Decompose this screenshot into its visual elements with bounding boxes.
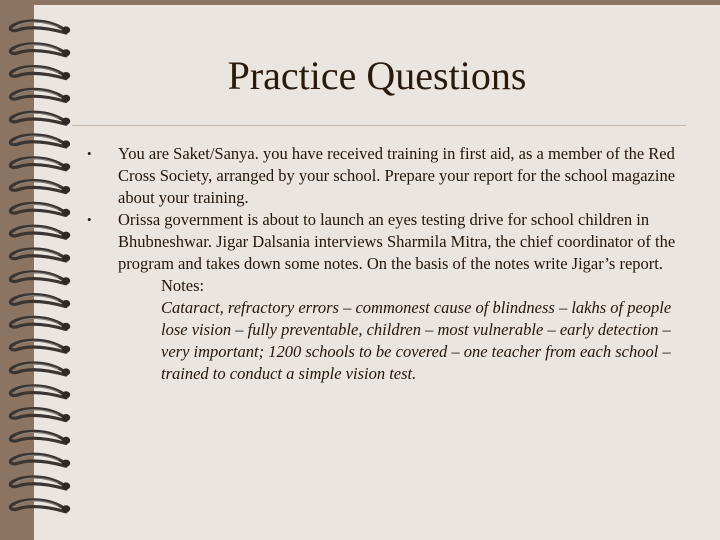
binding-ring bbox=[10, 203, 70, 216]
bullet-marker: • bbox=[87, 146, 92, 161]
binding-ring bbox=[10, 112, 70, 125]
binding-ring bbox=[10, 477, 70, 490]
binding-ring bbox=[10, 295, 70, 308]
binding-ring bbox=[10, 272, 70, 285]
bullet-item-first-aid bbox=[84, 143, 684, 209]
notes-block bbox=[84, 275, 684, 385]
bullet-text: Orissa government is about to launch an eyes testing drive for school children in Bhubneshwar. Jigar Dalsania interviews Sharmila Mitra, the chief coordinator of the program and takes down some notes. On the basis of the notes write Jigar’s report. bbox=[118, 210, 676, 273]
bullet-text: You are Saket/Sanya. you have received training in first aid, as a member of the Red Cross Society, arranged by your school. Prepare your report for the school magazine about your training. bbox=[118, 144, 676, 207]
slide-content bbox=[84, 143, 684, 385]
binding-ring bbox=[10, 340, 70, 353]
binding-ring bbox=[10, 363, 70, 376]
title-divider bbox=[72, 125, 686, 126]
bullet-item-eye-testing bbox=[84, 209, 684, 275]
bullet-marker: • bbox=[87, 212, 92, 227]
binding-ring bbox=[10, 454, 70, 467]
binding-ring bbox=[10, 500, 70, 513]
binding-ring bbox=[10, 181, 70, 194]
binding-ring bbox=[10, 135, 70, 148]
binding-ring bbox=[10, 431, 70, 444]
binding-ring bbox=[10, 249, 70, 262]
slide-title: Practice Questions bbox=[227, 53, 527, 98]
binding-ring bbox=[10, 317, 70, 330]
notes-text: Cataract, refractory errors – commonest cause of blindness – lakhs of people lose vision – fully preventable, children – most vulnerable – early detection – very important; 1200 schools to be covered – one teacher from each school – trained to conduct a simple vision test. bbox=[161, 298, 672, 383]
notes-label: Notes: bbox=[161, 276, 205, 295]
binding-ring bbox=[10, 226, 70, 239]
binding-ring bbox=[10, 386, 70, 399]
binding-ring bbox=[10, 21, 70, 34]
binding-ring bbox=[10, 158, 70, 171]
binding-ring bbox=[10, 409, 70, 422]
